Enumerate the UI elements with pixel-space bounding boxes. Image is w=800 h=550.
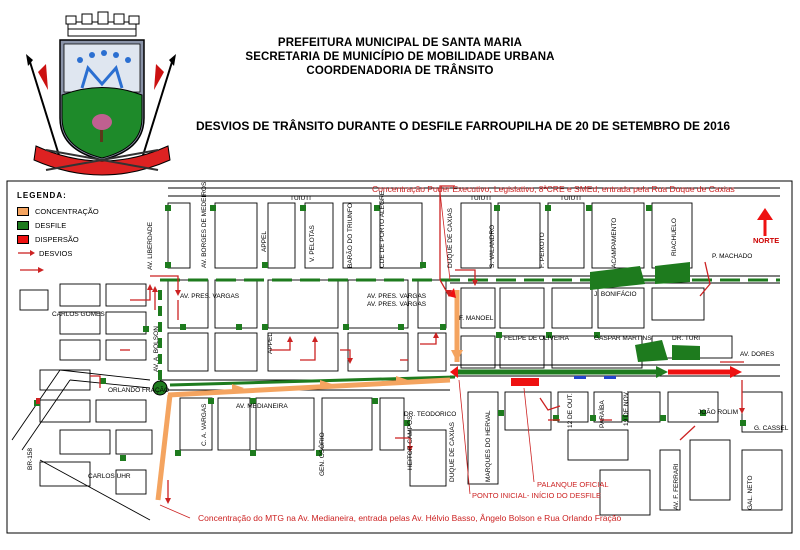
street-av-dores: AV. DORES	[740, 351, 775, 358]
street-f-peixoto: F. PEIXOTO	[539, 232, 546, 268]
street-tuiuti-2: TUIUTI	[470, 195, 491, 202]
street-av-medianeira: AV. MEDIANEIRA	[236, 403, 288, 410]
legend-swatch-dispersao	[17, 235, 29, 244]
street-tuiuti-3: TUIUTI	[560, 195, 581, 202]
street-appel-1: APPEL	[261, 231, 268, 252]
legend-label: DESFILE	[35, 220, 67, 230]
street-br-158: BR-158	[27, 447, 34, 470]
street-orlando-fracao: ORLANDO FRAÇÃO	[108, 387, 170, 394]
ponto-inicial-label: PONTO INICIAL- INÍCIO DO DESFILE	[472, 491, 602, 500]
street-av-pres-vargas-3: AV. PRES. VARGAS	[367, 301, 427, 308]
street-gal-neto: GAL. NETO	[747, 475, 754, 510]
street-f-manoel: F. MANOEL	[459, 315, 494, 322]
legend	[17, 191, 152, 260]
street-av-borges: AV. BORGES DE MEDEIROS	[201, 181, 208, 268]
header-line-2: SECRETARIA DE MUNICÍPIO DE MOBILIDADE URBANA	[245, 51, 555, 63]
street-av-f-ferrari: AV. F. FERRARI	[673, 463, 680, 510]
street-dr-turi: DR. TURI	[672, 335, 701, 342]
street-riachuelo: RIACHUELO	[671, 218, 678, 256]
north-label: NORTE	[753, 236, 780, 245]
street-carlos-uhr: CARLOS UHR	[88, 473, 131, 480]
street-gen-osorio: GEN. OSÓRIO	[319, 432, 326, 476]
legend-item-desfile	[17, 218, 152, 232]
street-cde-porto-alegre: CDE DE PORTO ALEGRE	[379, 190, 386, 268]
street-carlos-gomes: CARLOS GOMES	[52, 311, 105, 318]
street-paraiba: PARAÍBA	[599, 400, 606, 428]
street-barao-do-triunfo: BARÃO DO TRIUNFO	[347, 203, 354, 268]
detour-arrow-icon	[17, 248, 37, 258]
street-av-pres-vargas-2: AV. PRES. VARGAS	[367, 293, 427, 300]
city-coat-of-arms	[26, 12, 176, 175]
street-c-a-vargas: C. A. VARGAS	[201, 403, 208, 446]
legend-label: DESVIOS	[39, 248, 73, 258]
street-12-de-out: 12 DE OUT.	[567, 393, 574, 428]
street-joao-rolim: JOÃO ROLIM	[698, 409, 739, 416]
legend-item-desvios	[17, 246, 152, 260]
street-felipe-de-oliveira: FELIPE DE OLIVEIRA	[504, 335, 570, 342]
north-arrow-icon	[757, 208, 773, 236]
street-p-machado: P. MACHADO	[712, 253, 753, 260]
street-heitor-campos: HEITOR CAMPOS	[407, 415, 414, 470]
top-concentration-note: Concentração Poder Executivo, Legislativo, 8ªCRE e SMEd, entrada pela Rua Duque de Caxias	[372, 184, 735, 194]
header-line-3: COORDENADORIA DE TRÂNSITO	[306, 65, 494, 77]
street-j-bonifacio: J. BONIFÁCIO	[594, 291, 637, 298]
header-line-1: PREFEITURA MUNICIPAL DE SANTA MARIA	[277, 37, 523, 49]
palanque-label: PALANQUE OFICIAL	[537, 480, 609, 489]
map-title: DESVIOS DE TRÂNSITO DURANTE O DESFILE FARROUPILHA DE 20 DE SETEMBRO DE 2016	[196, 119, 731, 133]
street-acampamento: ACAMPAMENTO	[611, 217, 618, 268]
bottom-concentration-note: Concentração do MTG na Av. Medianeira, entrada pelas Av. Hélvio Basso, Ângelo Bolson e Rua Orlando Fração	[198, 513, 622, 523]
street-19-de-nov: 19 DE NOV.	[623, 390, 630, 426]
street-tuiuti-1: TUIUTI	[290, 195, 311, 202]
street-duque-de-caxias-1: DUQUE DE CAXIAS	[447, 208, 454, 268]
street-gaspar-martins: GASPAR MARTINS	[594, 335, 652, 342]
street-appel-2: APPEL	[267, 333, 274, 354]
street-av-pres-vargas-1: AV. PRES. VARGAS	[180, 293, 240, 300]
street-v-pelotas: V. PELOTAS	[309, 225, 316, 262]
palanque-leader	[524, 388, 534, 482]
palanque-marker	[511, 378, 539, 386]
legend-title: LEGENDA:	[17, 191, 67, 200]
legend-swatch-concentracao	[17, 207, 29, 216]
legend-label: CONCENTRAÇÃO	[35, 206, 99, 216]
legend-swatch-desfile	[17, 221, 29, 230]
legend-label: DISPERSÃO	[35, 234, 79, 244]
street-s-valandro: S. VALANDRO	[489, 224, 496, 268]
street-dr-teodorico: DR. TEODORICO	[404, 411, 457, 418]
street-g-cassel: G. CASSEL	[754, 425, 789, 432]
street-marques-do-herval: MARQUES DO HERVAL	[485, 410, 492, 482]
legend-item-dispersao	[17, 232, 152, 246]
street-duque-de-caxias-2: DUQUE DE CAXIAS	[449, 422, 456, 482]
street-av-a-bolson: AV. A. BOLSON	[153, 326, 160, 372]
legend-item-concentracao	[17, 204, 152, 218]
bottom-note-leader	[160, 505, 190, 518]
street-av-liberdade: AV. LIBERDADE	[147, 221, 154, 270]
